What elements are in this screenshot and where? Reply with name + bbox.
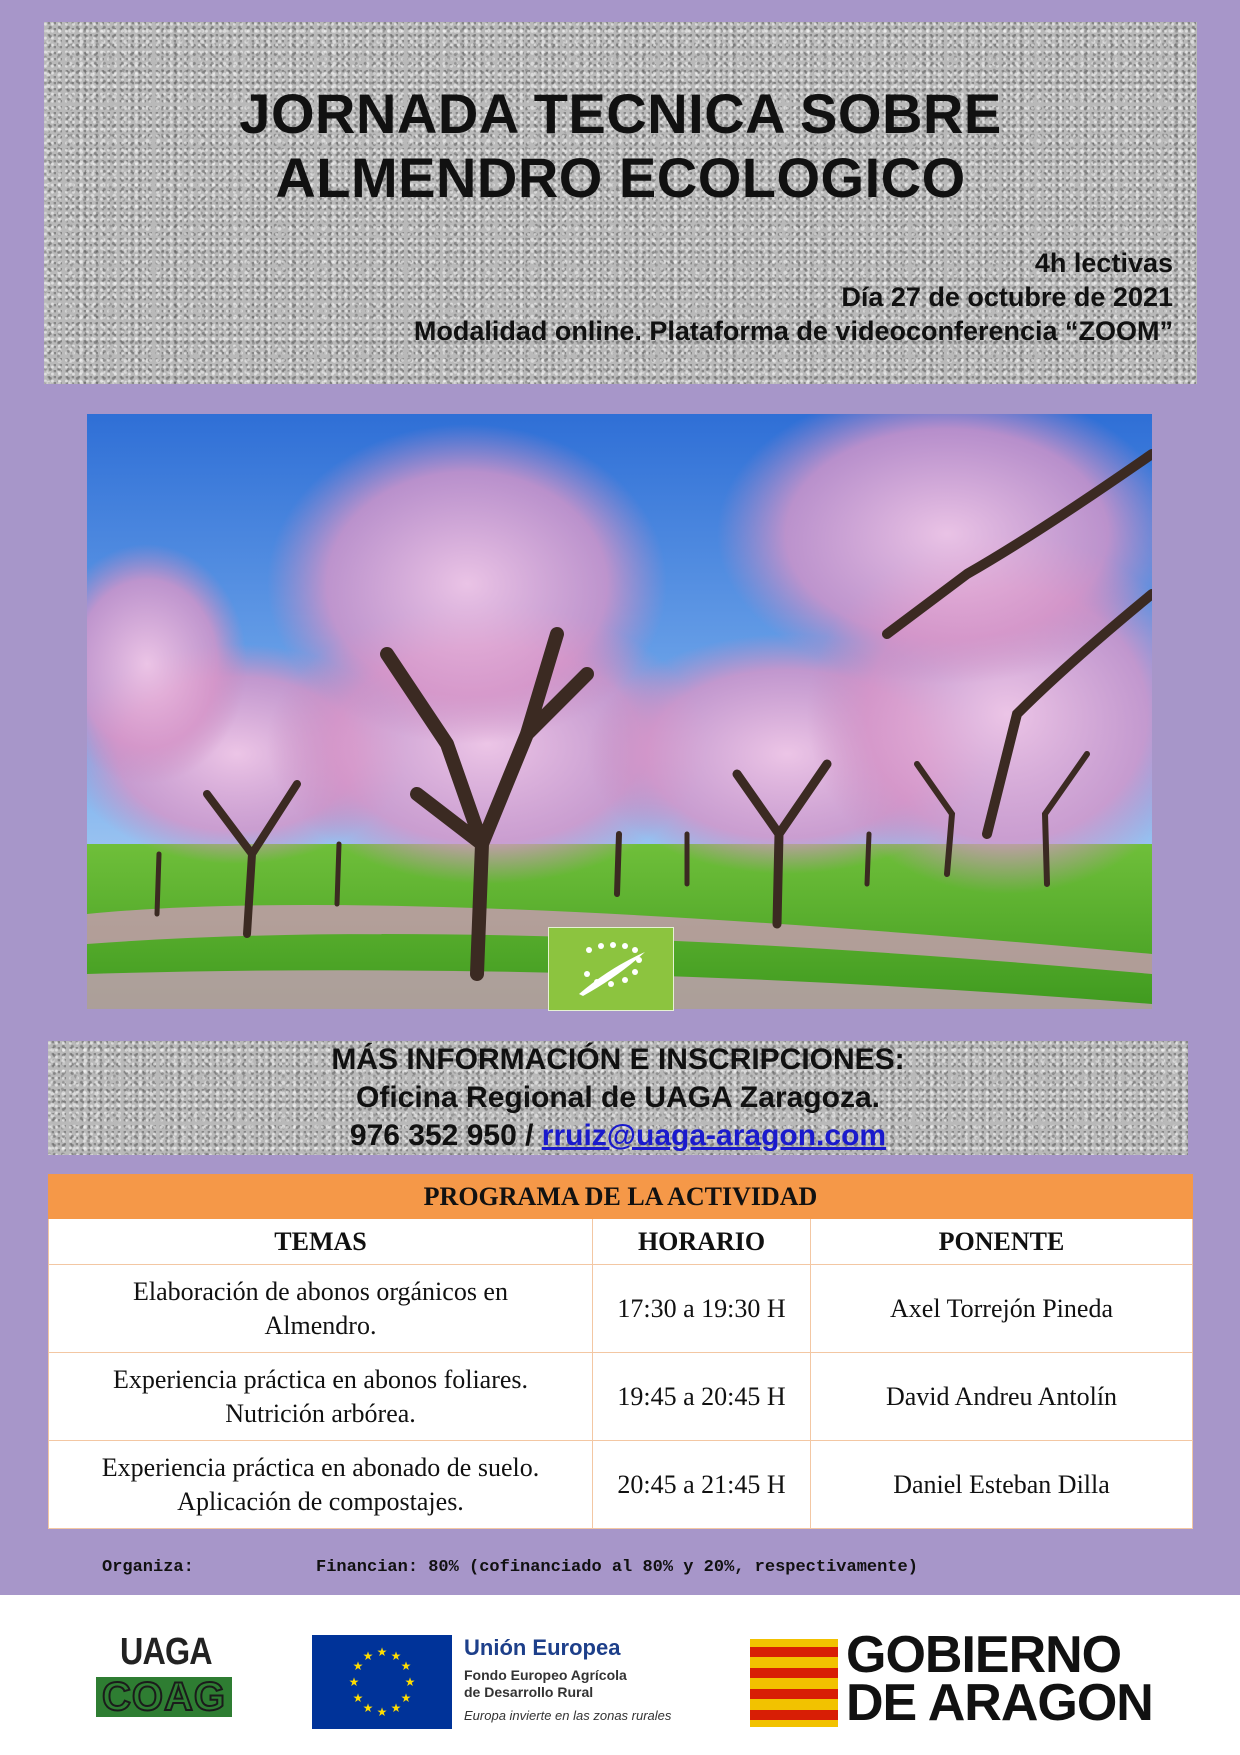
eu-organic-leaf-icon bbox=[548, 927, 674, 1011]
topic-line-1: Elaboración de abonos orgánicos en bbox=[133, 1276, 508, 1306]
table-row bbox=[49, 1353, 1193, 1441]
eu-fund-name bbox=[464, 1667, 704, 1701]
eu-fund-line-2: de Desarrollo Rural bbox=[464, 1684, 594, 1700]
page-title bbox=[44, 82, 1197, 210]
info-panel bbox=[48, 1041, 1188, 1155]
title-line-1: JORNADA TECNICA SOBRE bbox=[239, 82, 1002, 145]
program-header-row bbox=[49, 1219, 1193, 1265]
date-text: Día 27 de octubre de 2021 bbox=[841, 282, 1173, 312]
coag-logo-text: COAG bbox=[96, 1677, 232, 1717]
time-cell: 19:45 a 20:45 H bbox=[593, 1353, 811, 1441]
topic-line-2: Nutrición arbórea. bbox=[225, 1398, 416, 1428]
svg-text:★: ★ bbox=[390, 1649, 402, 1663]
topic-cell bbox=[49, 1441, 593, 1529]
svg-text:★: ★ bbox=[352, 1691, 364, 1705]
header-horario: HORARIO bbox=[593, 1219, 811, 1265]
eu-flag-icon bbox=[312, 1635, 452, 1729]
time-cell: 17:30 a 19:30 H bbox=[593, 1265, 811, 1353]
info-contact bbox=[48, 1117, 1188, 1155]
topic-cell bbox=[49, 1265, 593, 1353]
hours-text: 4h lectivas bbox=[1034, 248, 1173, 278]
uaga-coag-logo bbox=[96, 1631, 246, 1731]
email-link[interactable]: rruiz@uaga-aragon.com bbox=[541, 1119, 887, 1152]
svg-text:★: ★ bbox=[404, 1675, 416, 1689]
eu-title: Unión Europea bbox=[464, 1635, 621, 1660]
svg-text:★: ★ bbox=[376, 1645, 388, 1659]
topic-line-1: Experiencia práctica en abonos foliares. bbox=[112, 1364, 529, 1394]
topic-line-2: Aplicación de compostajes. bbox=[177, 1486, 464, 1516]
topic-line-2: Almendro. bbox=[264, 1310, 377, 1340]
header-temas: TEMAS bbox=[49, 1219, 593, 1265]
speaker-cell: Daniel Esteban Dilla bbox=[811, 1441, 1193, 1529]
program-caption: PROGRAMA DE LA ACTIVIDAD bbox=[49, 1175, 1193, 1219]
svg-text:★: ★ bbox=[362, 1701, 374, 1715]
svg-text:★: ★ bbox=[352, 1659, 364, 1673]
speaker-cell: David Andreu Antolín bbox=[811, 1353, 1193, 1441]
svg-text:★: ★ bbox=[390, 1701, 402, 1715]
financian-label: Financian: 80% (cofinanciado al 80% y 20%, respectivamente) bbox=[316, 1558, 918, 1577]
svg-text:★: ★ bbox=[376, 1705, 388, 1719]
info-office: Oficina Regional de UAGA Zaragoza. bbox=[356, 1081, 880, 1114]
topic-line-1: Experiencia práctica en abonado de suelo. bbox=[101, 1452, 540, 1482]
table-row bbox=[49, 1265, 1193, 1353]
svg-text:★: ★ bbox=[362, 1649, 374, 1663]
eu-motto: Europa invierte en las zonas rurales bbox=[464, 1708, 672, 1723]
uaga-logo-text: UAGA bbox=[120, 1631, 212, 1673]
svg-text:★: ★ bbox=[400, 1691, 412, 1705]
program-caption-row bbox=[49, 1175, 1193, 1219]
title-line-2: ALMENDRO ECOLOGICO bbox=[275, 146, 966, 209]
event-details bbox=[414, 246, 1173, 348]
table-row bbox=[49, 1441, 1193, 1529]
topic-cell bbox=[49, 1353, 593, 1441]
svg-text:★: ★ bbox=[400, 1659, 412, 1673]
header-ponente: PONENTE bbox=[811, 1219, 1193, 1265]
orchard-illustration bbox=[87, 414, 1152, 1009]
modality-text: Modalidad online. Plataforma de videoconferencia “ZOOM” bbox=[413, 316, 1173, 346]
time-cell: 20:45 a 21:45 H bbox=[593, 1441, 811, 1529]
almond-orchard-photo bbox=[87, 414, 1152, 1009]
eu-feader-logo bbox=[312, 1635, 712, 1735]
header-panel bbox=[44, 22, 1197, 384]
info-heading: MÁS INFORMACIÓN E INSCRIPCIONES: bbox=[331, 1043, 905, 1076]
gobierno-aragon-logo bbox=[750, 1626, 1170, 1732]
gobierno-aragon-text bbox=[846, 1626, 1153, 1732]
eu-fund-line-1: Fondo Europeo Agrícola bbox=[464, 1667, 627, 1683]
gob-line-2: DE ARAGON bbox=[846, 1674, 1153, 1732]
info-phone: 976 352 950 / bbox=[349, 1119, 542, 1152]
aragon-flag-icon bbox=[750, 1639, 838, 1727]
program-table bbox=[48, 1174, 1193, 1529]
organiza-label: Organiza: bbox=[102, 1558, 194, 1577]
speaker-cell: Axel Torrejón Pineda bbox=[811, 1265, 1193, 1353]
gob-line-1: GOBIERNO bbox=[846, 1626, 1122, 1684]
svg-text:★: ★ bbox=[348, 1675, 360, 1689]
sponsor-logos bbox=[0, 1595, 1240, 1755]
